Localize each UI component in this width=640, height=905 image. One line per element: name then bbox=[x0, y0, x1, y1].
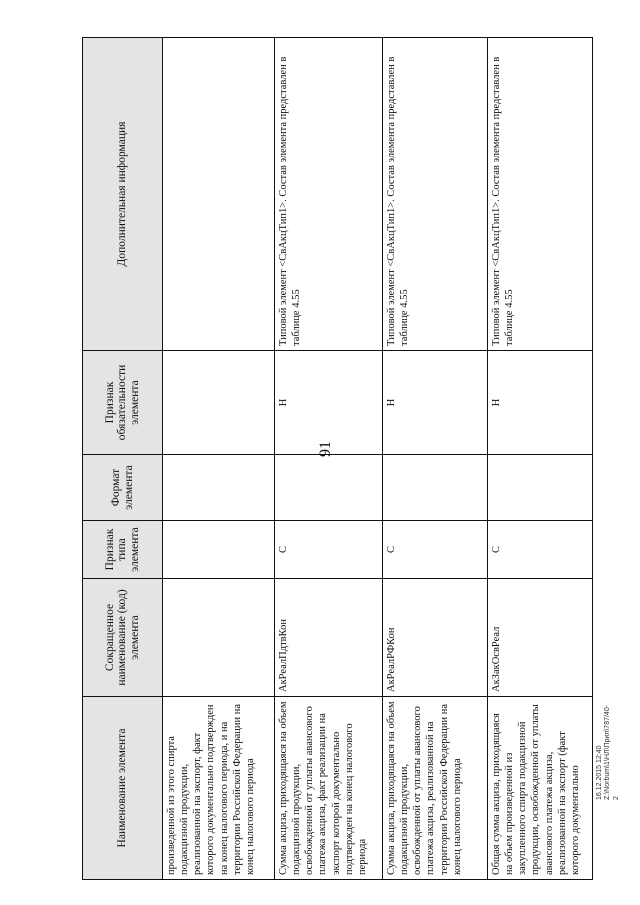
page-number: 91 bbox=[317, 441, 334, 457]
cell-code: АкРеалРФКон bbox=[383, 579, 488, 697]
header-element-name: Наименование элемента bbox=[83, 697, 163, 880]
cell-info: Типовой элемент <СвАкцТип1>. Состав элемента представлен в таблице 4.55 bbox=[383, 38, 488, 351]
cell-type: С bbox=[488, 521, 593, 579]
cell-format bbox=[275, 455, 383, 521]
cell-type: С bbox=[275, 521, 383, 579]
cell-code bbox=[163, 579, 275, 697]
document-footer bbox=[596, 704, 621, 800]
cell-format bbox=[383, 455, 488, 521]
header-element-format: Формат элемента bbox=[83, 455, 163, 521]
elements-table bbox=[82, 37, 593, 880]
footer-timestamp: 16.12.2015 12:40 bbox=[596, 745, 603, 800]
cell-name: Сумма акциза, приходящаяся на объем подакцизной продукции, освобожденной от уплаты авансового платежа акциза, реализованной на территории Российской Федерации на конец налогового периода bbox=[383, 697, 488, 880]
table-row bbox=[163, 38, 275, 880]
cell-name: произведенной из этого спирта подакцизной продукции, реализованной на экспорт, факт которого документально подтвержден на конец налогового периода, и на территории Российской Федерации на конец налогового периода bbox=[163, 697, 275, 880]
cell-format bbox=[163, 455, 275, 521]
cell-type bbox=[163, 521, 275, 579]
table-container bbox=[82, 38, 592, 880]
table-header-row bbox=[83, 38, 163, 880]
cell-type: С bbox=[383, 521, 488, 579]
cell-required: Н bbox=[488, 351, 593, 455]
table-row bbox=[275, 38, 383, 880]
cell-format bbox=[488, 455, 593, 521]
cell-name: Общая сумма акциза, приходящаяся на объем произведенной из закупленного спирта подакцизной продукции, освобожденной от уплаты авансового платежа акциза, реализованной на экспорт (факт которого документально bbox=[488, 697, 593, 880]
cell-info bbox=[163, 38, 275, 351]
header-additional-info: Дополнительная информация bbox=[83, 38, 163, 351]
cell-info: Типовой элемент <СвАкцТип1>. Состав элемента представлен в таблице 4.55 bbox=[275, 38, 383, 351]
table-row bbox=[488, 38, 593, 880]
rotated-table-frame bbox=[82, 38, 592, 880]
header-element-required: Признак обязательности элемента bbox=[83, 351, 163, 455]
cell-required bbox=[163, 351, 275, 455]
cell-info: Типовой элемент <СвАкцТип1>. Состав элемента представлен в таблице 4.55 bbox=[488, 38, 593, 351]
footer-file-path: Z:\Norbum\1\НЛ\Прил\787/40-2 bbox=[604, 704, 620, 800]
table-row bbox=[383, 38, 488, 880]
cell-code: АкЗакОсвРеал bbox=[488, 579, 593, 697]
cell-required: Н bbox=[383, 351, 488, 455]
cell-name: Сумма акциза, приходящаяся на объем подакцизной продукции, освобожденной от уплаты авансового платежа акциза, факт реализации на экспорт которой документально подтвержден на конец налогового периода bbox=[275, 697, 383, 880]
cell-code: АкРеалПдтвКон bbox=[275, 579, 383, 697]
header-element-code: Сокращенное наименование (код) элемента bbox=[83, 579, 163, 697]
header-element-type: Признак типа элемента bbox=[83, 521, 163, 579]
cell-required: Н bbox=[275, 351, 383, 455]
